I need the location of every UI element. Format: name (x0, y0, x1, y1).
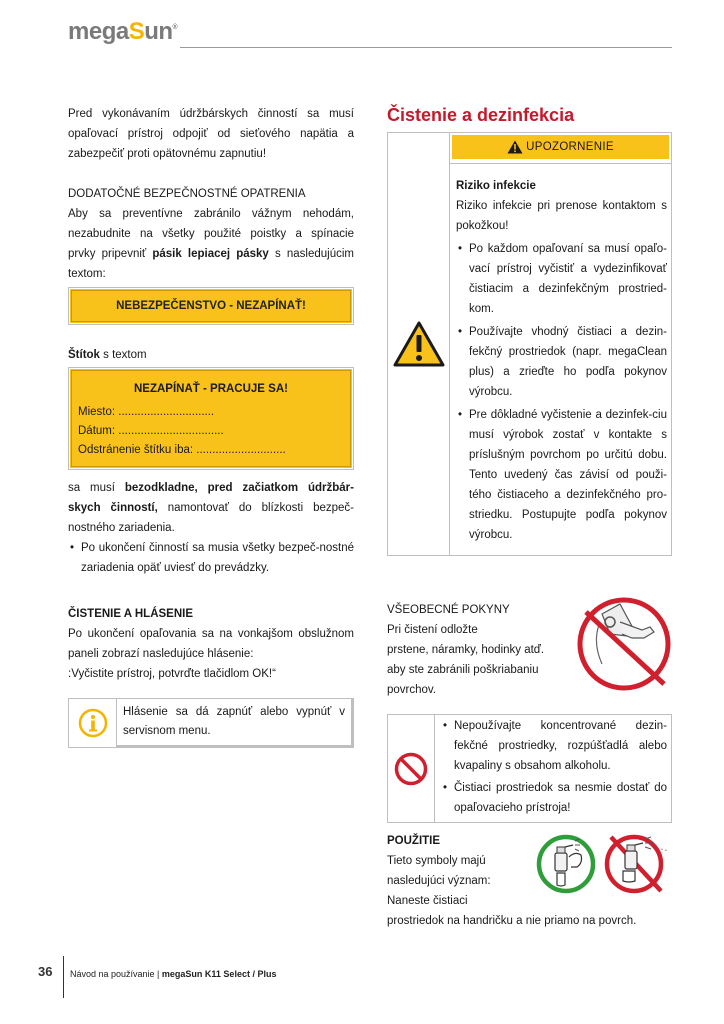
warning-body (450, 163, 671, 555)
footer-divider (63, 956, 64, 998)
extra-line: prvky pripevniť pásik lepiacej pásky s nasledujúcim (68, 248, 354, 260)
prohibition-content (435, 715, 671, 822)
page-title: Čistenie a dezinfekcia (387, 105, 575, 125)
prohibition-list (441, 716, 667, 818)
header-rule (180, 47, 672, 48)
general-line: Pri čistení odložte (387, 624, 478, 636)
extra-line: textom: (68, 268, 106, 280)
after-list (68, 538, 354, 578)
sign-frame (68, 367, 354, 470)
general-line: prstene, náramky, hodinky atď. (387, 644, 545, 656)
sign-line: Miesto: .............................. (78, 406, 215, 418)
prohibition-box (387, 714, 672, 823)
list-item: • Nepoužívajte koncentrované dezin-fekčné prostriedky, rozpúšťadlá alebo kvapaliny s obsahom alkoholu. (441, 716, 667, 776)
left-column (68, 104, 354, 748)
risk-list (456, 239, 667, 545)
usage-line: nasledujúci význam: (387, 875, 491, 887)
prohibition-icon-cell (388, 715, 435, 822)
list-item: • Po ukončení činností sa musia všetky bezpeč-nostné zariadenia opäť uviesť do prevádzky. (68, 538, 354, 578)
usage-heading: POUŽITIE (387, 835, 441, 847)
warning-table (387, 132, 672, 556)
info-note (68, 698, 354, 748)
extra-heading: DODATOČNÉ BEZPEČNOSTNÉ OPATRENIA (68, 188, 306, 200)
sign-intro: Štítok s textom (68, 349, 147, 361)
prohibition-icon (394, 752, 428, 786)
after-line: skych činností, namontovať do blízkosti bezpeč- (68, 502, 354, 514)
intro-line: opaľovací prístroj odpojiť od sieťového napätia a (68, 128, 354, 140)
danger-tape-label: NEBEZPEČENSTVO - NEZAPÍNAŤ! (71, 290, 351, 322)
warning-icon-cell (388, 133, 450, 555)
after-line: sa musí bezodkladne, pred začiatkom údržbár- (68, 482, 354, 494)
intro-line: Pred vykonávaním údržbárskych činností sa musí (68, 108, 354, 120)
spray-on-cloth-allowed-icon (535, 833, 597, 895)
list-item: • Pre dôkladné vyčistenie a dezinfek-ciu musí výrobok zostať v kontakte s príslušným povrchom po určitú dobu. Tento uvedený čas závisí od použi-tého čistiaceho a dezinfekčného pro-striedku. Postupujte podľa pokynov výrobcu. (456, 405, 667, 545)
general-line: aby ste zabránili poškriabaniu (387, 664, 539, 676)
after-line: nostného zariadenia. (68, 522, 175, 534)
page-number: 36 (38, 964, 53, 979)
list-item: • Po každom opaľovaní sa musí opaľo-vací prístroj vyčistiť a vydezinfikovať čistiacim a dezinfekčným prostried-kom. (456, 239, 667, 319)
extra-line: nezabudnite na všetky použité poistky a spínacie (68, 228, 354, 240)
usage-section (387, 831, 672, 931)
intro-line: zabezpečiť proti opätovnému zapnutiu! (68, 148, 267, 160)
info-text: Hlásenie sa dá zapnúť alebo vypnúť v servisnom menu. (117, 699, 353, 747)
clean-heading: ČISTENIE A HLÁSENIE (68, 608, 194, 620)
clean-line: paneli zobrazí nasledujúce hlásenie: (68, 648, 254, 660)
info-icon (78, 708, 108, 738)
list-item: • Používajte vhodný čistiaci a dezin-fekčný prostriedok (napr. megaClean plus) a zrieďte ho podľa pokynov výrobcu. (456, 322, 667, 402)
footer-text: Návod na používanie | megaSun K11 Select / Plus (70, 969, 277, 979)
usage-line: Tieto symboly majú (387, 855, 486, 867)
warning-content (450, 133, 671, 555)
megasun-logo: megaSun® (68, 18, 178, 45)
usage-line: Naneste čistiaci (387, 895, 468, 907)
spray-on-surface-prohibited-icon (599, 831, 675, 897)
warning-triangle-icon (393, 321, 445, 367)
right-column (387, 104, 672, 931)
general-section (387, 600, 672, 700)
general-line: povrchov. (387, 684, 437, 696)
info-icon-cell (69, 699, 117, 747)
sign-title: NEZAPÍNAŤ - PRACUJE SA! (134, 383, 288, 395)
clean-line: :Vyčistite prístroj, potvrďte tlačidlom OK!“ (68, 668, 276, 680)
usage-line: prostriedok na handričku a nie priamo na povrch. (387, 915, 637, 927)
danger-tape-frame (68, 287, 354, 325)
warning-sign (71, 370, 351, 467)
sign-line: Dátum: ................................. (78, 425, 224, 437)
risk-title: Riziko infekcie (456, 180, 536, 192)
general-heading: VŠEOBECNÉ POKYNY (387, 604, 510, 616)
sign-line: Odstránenie štítku iba: ............................ (78, 444, 286, 456)
warning-small-icon (507, 140, 523, 154)
warning-label: UPOZORNENIE (526, 141, 614, 153)
risk-text: Riziko infekcie pri prenose kontaktom s pokožkou! (456, 200, 667, 232)
list-item: • Čistiaci prostriedok sa nesmie dostať do opaľovacieho prístroja! (441, 778, 667, 818)
extra-line: Aby sa preventívne zabránilo vážnym nehodám, (68, 208, 354, 220)
no-jewelry-icon (572, 592, 672, 692)
clean-line: Po ukončení opaľovania sa na vonkajšom obslužnom (68, 628, 354, 640)
warning-banner (452, 135, 669, 159)
